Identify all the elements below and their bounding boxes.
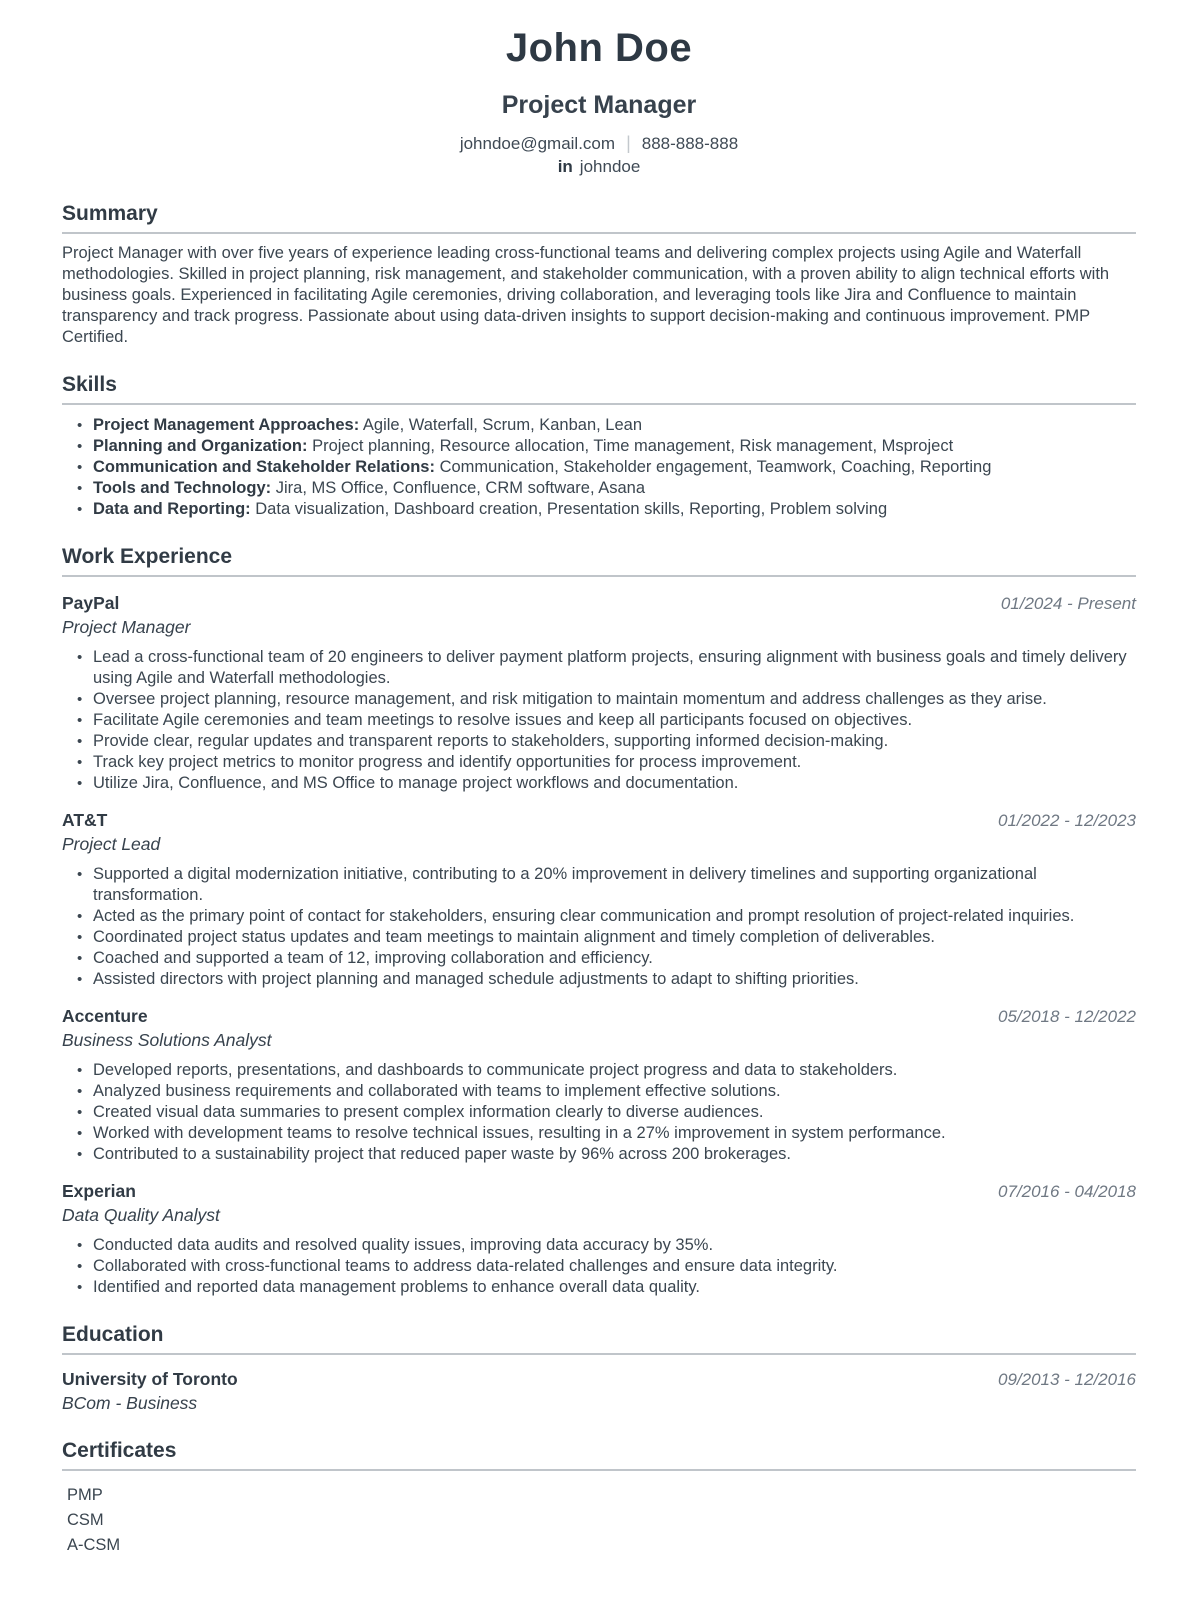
job-bullets xyxy=(62,647,1136,794)
skill-value: Jira, MS Office, Confluence, CRM software, Asana xyxy=(275,479,645,497)
summary-text: Project Manager with over five years of experience leading cross-functional teams and delivering complex projects using Agile and Waterfall methodologies. Skilled in project planning, risk management, and stakeholder communication, with a proven ability to align technical efforts with business goals. Experienced in facilitating Agile ceremonies, driving collaboration, and leveraging tools like Jira and Confluence to maintain transparency and track progress. Passionate about using data-driven insights to support decision-making and continuous improvement. PMP Certified. xyxy=(62,244,1110,346)
skill-item xyxy=(76,499,1136,520)
work-experience-heading: Work Experience xyxy=(62,545,1136,577)
job-bullets xyxy=(62,864,1136,990)
job-bullet: • Analyzed business requirements and collaborated with teams to implement effective solutions. xyxy=(76,1081,1136,1102)
job-bullet: • Track key project metrics to monitor progress and identify opportunities for process improvement. xyxy=(76,752,1136,773)
phone-text: 888-888-888 xyxy=(641,134,739,153)
contact-separator: | xyxy=(626,133,631,153)
candidate-name: John Doe xyxy=(505,26,693,70)
job-header xyxy=(62,1006,1136,1027)
job-bullet: • Coached and supported a team of 12, improving collaboration and efficiency. xyxy=(76,948,1136,969)
skill-label: Tools and Technology: xyxy=(93,479,272,497)
linkedin-line xyxy=(62,157,1136,177)
job-entry xyxy=(62,1181,1136,1298)
skill-label: Data and Reporting: xyxy=(93,500,251,518)
certificates-list xyxy=(62,1483,1136,1558)
skill-value: Communication, Stakeholder engagement, Teamwork, Coaching, Reporting xyxy=(439,458,992,476)
job-role: Business Solutions Analyst xyxy=(62,1030,272,1050)
candidate-title: Project Manager xyxy=(501,91,697,119)
job-header xyxy=(62,593,1136,614)
skill-label: Planning and Organization: xyxy=(93,437,308,455)
company-name: Accenture xyxy=(62,1006,148,1026)
job-bullet: • Developed reports, presentations, and dashboards to communicate project progress and data to stakeholders. xyxy=(76,1060,1136,1081)
job-bullet: • Created visual data summaries to present complex information clearly to diverse audiences. xyxy=(76,1102,1136,1123)
job-bullets xyxy=(62,1060,1136,1165)
section-skills xyxy=(62,373,1136,520)
job-role: Project Manager xyxy=(62,617,191,637)
job-bullet: • Lead a cross-functional team of 20 engineers to deliver payment platform projects, ensuring alignment with business goals and timely delivery using Agile and Waterfall methodologies. xyxy=(76,647,1136,689)
job-bullet: • Assisted directors with project planning and managed schedule adjustments to adapt to shifting priorities. xyxy=(76,969,1136,990)
skill-label: Project Management Approaches: xyxy=(93,416,360,434)
skills-list xyxy=(62,415,1136,520)
skill-item xyxy=(76,415,1136,436)
contact-line xyxy=(62,133,1136,154)
section-work-experience xyxy=(62,545,1136,1298)
degree-name: BCom - Business xyxy=(62,1393,198,1413)
skill-label: Communication and Stakeholder Relations: xyxy=(93,458,435,476)
job-bullet: • Facilitate Agile ceremonies and team meetings to resolve issues and keep all participants focused on objectives. xyxy=(76,710,1136,731)
skills-heading: Skills xyxy=(62,373,1136,405)
skill-value: Agile, Waterfall, Scrum, Kanban, Lean xyxy=(362,416,643,434)
job-bullet: • Utilize Jira, Confluence, and MS Office to manage project workflows and documentation. xyxy=(76,773,1136,794)
skill-value: Project planning, Resource allocation, Time management, Risk management, Msproject xyxy=(312,437,954,455)
skill-item xyxy=(76,436,1136,457)
section-education xyxy=(62,1323,1136,1414)
school-name: University of Toronto xyxy=(62,1369,238,1389)
section-certificates xyxy=(62,1439,1136,1558)
job-bullet: • Worked with development teams to resolve technical issues, resulting in a 27% improvement in system performance. xyxy=(76,1123,1136,1144)
job-bullet: • Coordinated project status updates and team meetings to maintain alignment and timely completion of deliverables. xyxy=(76,927,1136,948)
certificates-heading: Certificates xyxy=(62,1439,1136,1471)
skill-item xyxy=(76,478,1136,499)
job-dates: 07/2016 - 04/2018 xyxy=(997,1182,1136,1201)
job-entry xyxy=(62,1006,1136,1165)
email-text: johndoe@gmail.com xyxy=(459,134,616,153)
certificate-item: PMP xyxy=(67,1486,103,1504)
section-summary xyxy=(62,202,1136,348)
job-bullets xyxy=(62,1235,1136,1298)
skill-item xyxy=(76,457,1136,478)
education-dates: 09/2013 - 12/2016 xyxy=(997,1370,1136,1389)
job-bullet: • Provide clear, regular updates and transparent reports to stakeholders, supporting informed decision-making. xyxy=(76,731,1136,752)
job-bullet: • Contributed to a sustainability project that reduced paper waste by 96% across 200 brokerages. xyxy=(76,1144,1136,1165)
company-name: AT&T xyxy=(62,810,108,830)
job-role: Project Lead xyxy=(62,834,161,854)
job-entry xyxy=(62,810,1136,990)
job-entry xyxy=(62,593,1136,794)
certificate-item: A-CSM xyxy=(67,1536,121,1554)
education-heading: Education xyxy=(62,1323,1136,1355)
resume-header xyxy=(62,26,1136,177)
job-dates: 01/2024 - Present xyxy=(1000,594,1136,613)
linkedin-handle: johndoe xyxy=(579,157,641,176)
job-header xyxy=(62,1181,1136,1202)
job-role: Data Quality Analyst xyxy=(62,1205,220,1225)
job-dates: 01/2022 - 12/2023 xyxy=(997,811,1136,830)
job-bullet: • Oversee project planning, resource management, and risk mitigation to maintain momentum and address challenges as they arise. xyxy=(76,689,1136,710)
education-header xyxy=(62,1369,1136,1390)
job-bullet: • Acted as the primary point of contact for stakeholders, ensuring clear communication and prompt resolution of project-related inquiries. xyxy=(76,906,1136,927)
company-name: PayPal xyxy=(62,593,120,613)
certificate-item: CSM xyxy=(67,1511,104,1529)
skill-value: Data visualization, Dashboard creation, Presentation skills, Reporting, Problem solving xyxy=(255,500,888,518)
job-bullet: • Collaborated with cross-functional teams to address data-related challenges and ensure data integrity. xyxy=(76,1256,1136,1277)
job-header xyxy=(62,810,1136,831)
job-bullet: • Supported a digital modernization initiative, contributing to a 20% improvement in delivery timelines and supporting organizational transformation. xyxy=(76,864,1136,906)
company-name: Experian xyxy=(62,1181,136,1201)
linkedin-icon: in xyxy=(557,157,573,176)
job-dates: 05/2018 - 12/2022 xyxy=(997,1007,1136,1026)
education-entry xyxy=(62,1369,1136,1414)
summary-heading: Summary xyxy=(62,202,1136,234)
job-bullet: • Identified and reported data management problems to enhance overall data quality. xyxy=(76,1277,1136,1298)
job-bullet: • Conducted data audits and resolved quality issues, improving data accuracy by 35%. xyxy=(76,1235,1136,1256)
education-container xyxy=(62,1369,1136,1414)
jobs-container xyxy=(62,593,1136,1298)
